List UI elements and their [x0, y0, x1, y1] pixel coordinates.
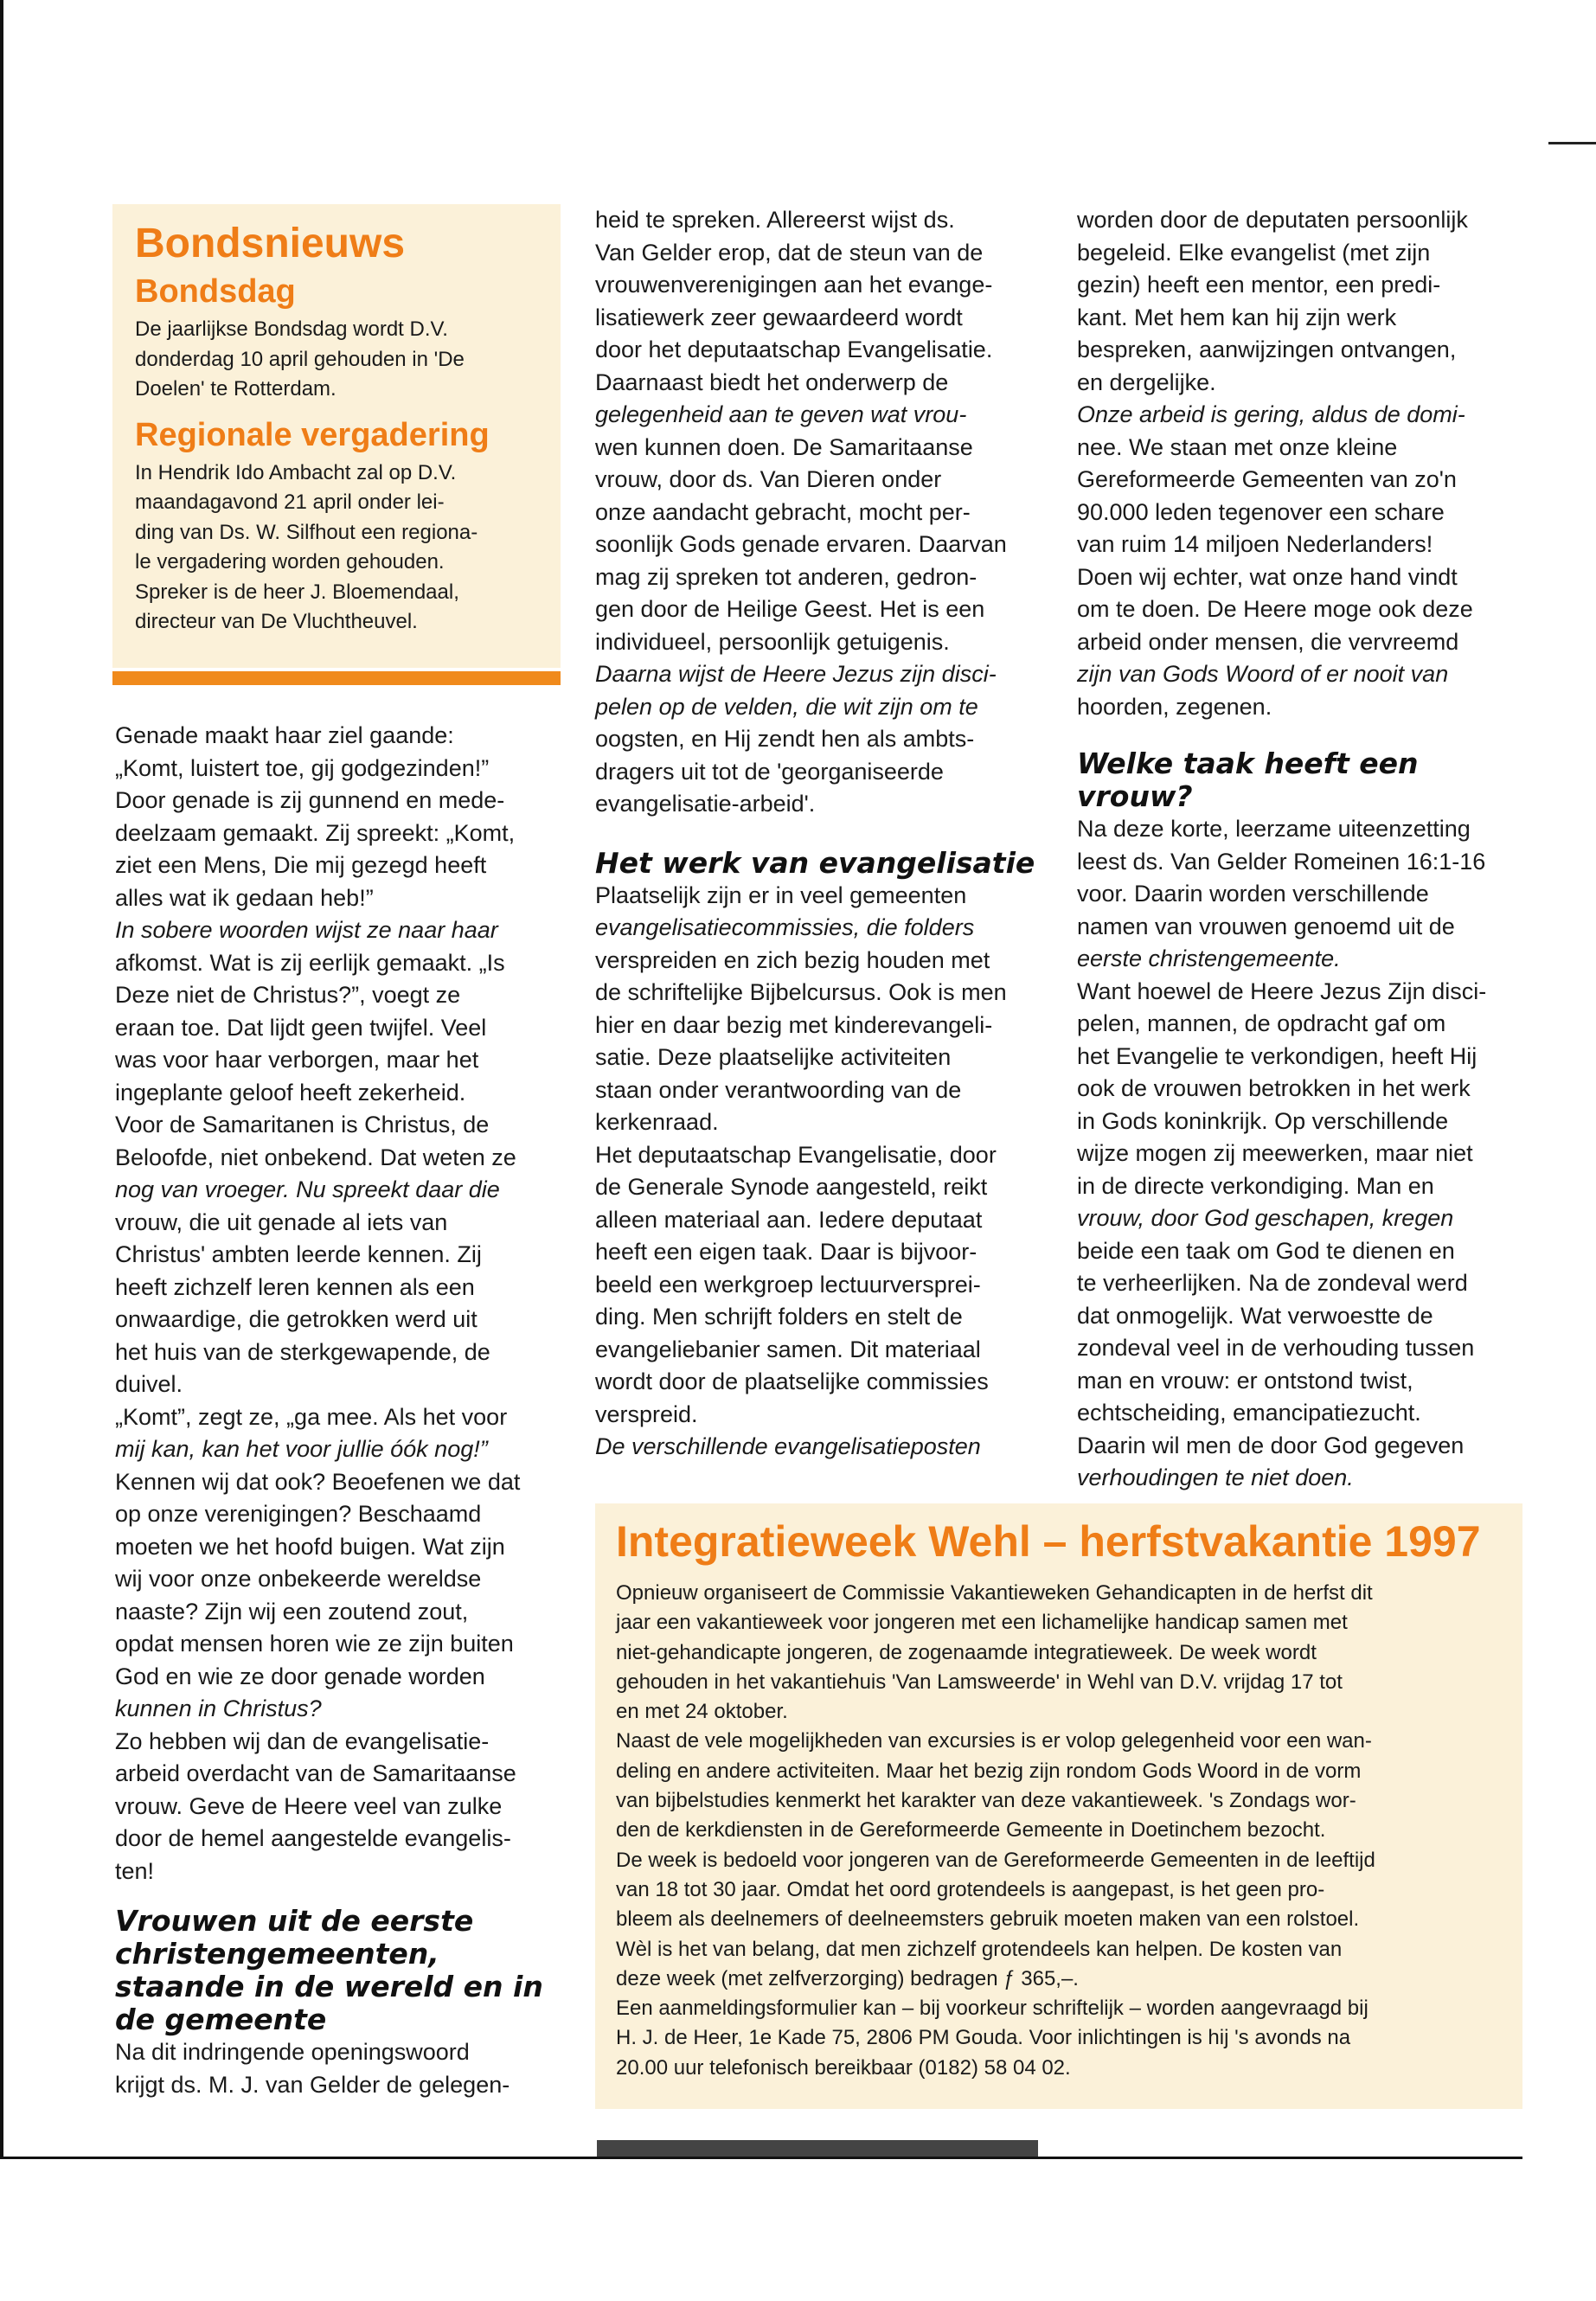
text-line: Genade maakt haar ziel gaande: [115, 722, 454, 748]
text-line: ook de vrouwen betrokken in het werk [1077, 1075, 1471, 1101]
text-line: evangeliebanier samen. Dit materiaal [595, 1336, 981, 1362]
heading-line: christengemeenten, [115, 1937, 439, 1971]
text-line: te verheerlijken. Na de zondeval werd [1077, 1270, 1468, 1296]
text-line: dragers uit tot de 'georganiseerde [595, 758, 944, 785]
text-line: van 18 tot 30 jaar. Omdat het oord grotendeels is aangepast, is het geen pro- [616, 1877, 1325, 1901]
text-line: begeleid. Elke evangelist (met zijn [1077, 239, 1431, 266]
text-line: heeft een eigen taak. Daar is bijvoor- [595, 1239, 977, 1265]
text-line: nog van vroeger. Nu spreekt daar die [115, 1176, 500, 1202]
column-2-body [595, 204, 1045, 821]
text-line: de Generale Synode aangesteld, reikt [595, 1174, 988, 1200]
text-line: Beloofde, niet onbekend. Dat weten ze [115, 1144, 516, 1170]
text-line: het Evangelie te verkondigen, heeft Hij [1077, 1042, 1477, 1069]
text-line: directeur van De Vluchtheuvel. [135, 610, 418, 633]
text-line: In Hendrik Ido Ambacht zal op D.V. [135, 460, 457, 484]
text-line: heeft zichzelf leren kennen als een [115, 1273, 475, 1300]
text-line: man en vrouw: er ontstond twist, [1077, 1367, 1413, 1394]
text-line: jaar een vakantieweek voor jongeren met een lichamelijke handicap samen met [616, 1611, 1348, 1635]
text-line: in Gods koninkrijk. Op verschillende [1077, 1107, 1449, 1134]
column-1-body [115, 720, 565, 1888]
column-1-heading [115, 1905, 565, 2036]
text-line: le vergadering worden gehouden. [135, 550, 445, 574]
text-line: De week is bedoeld voor jongeren van de Gereformeerde Gemeenten in de leeftijd [616, 1848, 1375, 1872]
text-line: vrouw, door God geschapen, kregen [1077, 1205, 1454, 1231]
text-line: verspreiden en zich bezig houden met [595, 946, 990, 973]
text-line: dat onmogelijk. Wat verwoestte de [1077, 1302, 1433, 1329]
text-line: wen kunnen doen. De Samaritaanse [595, 433, 973, 460]
text-line: Van Gelder erop, dat de steun van de [595, 239, 984, 266]
text-line: duivel. [115, 1371, 183, 1397]
text-line: eerste christengemeente. [1077, 945, 1341, 971]
text-line: de schriftelijke Bijbelcursus. Ook is men [595, 979, 1007, 1005]
text-line: ingeplante geloof heeft zekerheid. [115, 1079, 466, 1106]
column-3 [1077, 204, 1527, 1495]
text-line: Kennen wij dat ook? Beoefenen we dat [115, 1468, 521, 1495]
top-rule [1548, 142, 1596, 144]
text-line: vrouw, die uit genade al iets van [115, 1208, 448, 1235]
column-1-after [115, 2036, 565, 2101]
text-line: Wèl is het van belang, dat men zichzelf grotendeels kan helpen. De kosten van [616, 1937, 1343, 1961]
text-line: arbeid onder mensen, die vervreemd [1077, 628, 1459, 655]
text-line: Naast de vele mogelijkheden van excursies is er volop gelegenheid voor een wan- [616, 1729, 1372, 1753]
text-line: „Komt, luistert toe, gij godgezinden!” [115, 754, 490, 781]
text-line: hoorden, zegenen. [1077, 693, 1272, 720]
text-line: Christus' ambten leerde kennen. Zij [115, 1241, 482, 1267]
text-line: evangelisatie-arbeid'. [595, 791, 816, 817]
text-line: van bijbelstudies kenmerkt het karakter van deze vakantieweek. 's Zondags wor- [616, 1789, 1356, 1813]
heading-line: Vrouwen uit de eerste [115, 1904, 474, 1938]
text-line: satie. Deze plaatselijke activiteiten [595, 1044, 952, 1070]
text-line: kant. Met hem kan hij zijn werk [1077, 304, 1397, 330]
text-line: leest ds. Van Gelder Romeinen 16:1-16 [1077, 848, 1486, 875]
text-line: onze aandacht gebracht, mocht per- [595, 498, 971, 525]
text-line: wij voor onze onbekeerde wereldse [115, 1566, 482, 1592]
text-line: Onze arbeid is gering, aldus de domi- [1077, 401, 1465, 427]
text-line: vrouwenverenigingen aan het evange- [595, 272, 993, 298]
text-line: afkomst. Wat is zij eerlijk gemaakt. „Is [115, 949, 505, 976]
heading-line: staande in de wereld en in [115, 1970, 543, 2003]
text-line: Want hoewel de Heere Jezus Zijn disci- [1077, 977, 1487, 1004]
text-line: Doelen' te Rotterdam. [135, 377, 337, 401]
text-line: mag zij spreken tot anderen, gedron- [595, 563, 977, 590]
bondsdag-text [135, 315, 550, 405]
text-line: deelzaam gemaakt. Zij spreekt: „Komt, [115, 819, 516, 846]
text-line: Voor de Samaritanen is Christus, de [115, 1112, 490, 1138]
text-line: Opnieuw organiseert de Commissie Vakantieweken Gehandicapten in de herfst dit [616, 1581, 1373, 1605]
text-line: De jaarlijkse Bondsdag wordt D.V. [135, 317, 448, 341]
text-line: om te doen. De Heere moge ook deze [1077, 596, 1473, 622]
text-line: en dergelijke. [1077, 369, 1216, 395]
page-edge [0, 0, 3, 2158]
text-line: beeld een werkgroep lectuurversprei- [595, 1271, 981, 1298]
text-line: niet-gehandicapte jongeren, de zogenaamde integratieweek. De week wordt [616, 1640, 1317, 1664]
text-line: krijgt ds. M. J. van Gelder de gelegen- [115, 2071, 510, 2098]
text-line: beide een taak om God te dienen en [1077, 1237, 1455, 1264]
bondsnieuws-divider [112, 671, 561, 685]
text-line: was voor haar verborgen, maar het [115, 1047, 479, 1073]
text-line: ding. Men schrijft folders en stelt de [595, 1304, 963, 1330]
text-line: door het deputaatschap Evangelisatie. [595, 336, 993, 362]
text-line: 20.00 uur telefonisch bereikbaar (0182) 58 04 02. [616, 2055, 1071, 2080]
text-line: verspreid. [595, 1400, 698, 1427]
text-line: H. J. de Heer, 1e Kade 75, 2806 PM Gouda. Voor inlichtingen is hij 's avonds na [616, 2026, 1351, 2050]
text-line: van ruim 14 miljoen Nederlanders! [1077, 531, 1433, 557]
text-line: evangelisatiecommissies, die folders [595, 914, 975, 940]
text-line: Het deputaatschap Evangelisatie, door [595, 1141, 997, 1168]
column-3-heading: Welke taak heeft een vrouw? [1077, 747, 1419, 813]
text-line: kerkenraad. [595, 1109, 719, 1135]
integratieweek-text [616, 1579, 1516, 2083]
text-line: bleem als deelnemers of deelneemsters gebruik moeten maken van een rolstoel. [616, 1907, 1360, 1932]
column-3-body [1077, 204, 1527, 723]
text-line: gelegenheid aan te geven wat vrou- [595, 401, 967, 427]
text-line: het huis van de sterkgewapende, de [115, 1338, 490, 1365]
text-line: De verschillende evangelisatieposten [595, 1433, 981, 1459]
regionale-text [135, 458, 550, 638]
text-line: maandagavond 21 april onder lei- [135, 490, 445, 514]
text-line: hier en daar bezig met kinderevangeli- [595, 1011, 993, 1038]
text-line: Daarin wil men de door God gegeven [1077, 1432, 1465, 1458]
text-line: Plaatselijk zijn er in veel gemeenten [595, 881, 967, 908]
text-line: naaste? Zijn wij een zoutend zout, [115, 1598, 469, 1625]
text-line: Deze niet de Christus?”, voegt ze [115, 982, 461, 1008]
text-line: deling en andere activiteiten. Maar het bezig zijn rondom Gods Woord in de vorm [616, 1759, 1362, 1783]
text-line: Na dit indringende openingswoord [115, 2039, 470, 2065]
text-line: deze week (met zelfverzorging) bedragen ƒ 365,–. [616, 1966, 1079, 1990]
text-line: heid te spreken. Allereerst wijst ds. [595, 207, 955, 233]
text-line: Door genade is zij gunnend en mede- [115, 787, 505, 813]
text-line: Daarna wijst de Heere Jezus zijn disci- [595, 661, 997, 687]
bondsnieuws-title: Bondsnieuws [135, 221, 406, 266]
text-line: zijn van Gods Woord of er nooit van [1077, 661, 1449, 687]
text-line: ten! [115, 1857, 155, 1884]
text-line: opdat mensen horen wie ze zijn buiten [115, 1631, 514, 1657]
regionale-heading: Regionale vergadering [135, 416, 490, 453]
text-line: individueel, persoonlijk getuigenis. [595, 628, 950, 655]
bottom-rule [0, 2157, 1522, 2159]
text-line: kunnen in Christus? [115, 1695, 322, 1721]
column-2-after [595, 880, 1045, 1464]
text-line: en met 24 oktober. [616, 1700, 788, 1724]
heading-line: de gemeente [115, 2003, 327, 2036]
text-line: wordt door de plaatselijke commissies [595, 1368, 989, 1394]
text-line: echtscheiding, emancipatiezucht. [1077, 1400, 1421, 1426]
column-1 [115, 720, 565, 2101]
text-line: vrouw. Geve de Heere veel van zulke [115, 1792, 503, 1819]
text-line: Gereformeerde Gemeenten van zo'n [1077, 466, 1457, 492]
text-line: gezin) heeft een mentor, een predi- [1077, 272, 1441, 298]
text-line: Doen wij echter, wat onze hand vindt [1077, 563, 1458, 590]
text-line: gehouden in het vakantiehuis 'Van Lamsweerde' in Wehl van D.V. vrijdag 17 tot [616, 1670, 1343, 1694]
text-line: In sobere woorden wijst ze naar haar [115, 917, 498, 943]
bondsnieuws-box [112, 204, 561, 668]
text-line: verhoudingen te niet doen. [1077, 1465, 1354, 1490]
column-2 [595, 204, 1045, 1464]
integratieweek-title: Integratieweek Wehl – herfstvakantie 1997 [616, 1517, 1481, 1566]
text-line: donderdag 10 april gehouden in 'De [135, 347, 465, 371]
bondsdag-heading: Bondsdag [135, 273, 296, 310]
text-line: mij kan, kan het voor jullie óók nog!” [115, 1436, 488, 1462]
text-line: moeten we het hoofd buigen. Wat zijn [115, 1533, 505, 1560]
text-line: worden door de deputaten persoonlijk [1077, 207, 1468, 233]
text-line: Een aanmeldingsformulier kan – bij voorkeur schriftelijk – worden aangevraagd bij [616, 1997, 1368, 2021]
text-line: zondeval veel in de verhouding tussen [1077, 1335, 1475, 1361]
text-line: ziet een Mens, Die mij gezegd heeft [115, 852, 487, 878]
text-line: pelen, mannen, de opdracht gaf om [1077, 1010, 1446, 1036]
text-line: nee. We staan met onze kleine [1077, 433, 1398, 460]
text-line: lisatiewerk zeer gewaardeerd wordt [595, 304, 963, 330]
text-line: voor. Daarin worden verschillende [1077, 881, 1429, 907]
column-3-after [1077, 813, 1527, 1495]
text-line: soonlijk Gods genade ervaren. Daarvan [595, 531, 1007, 557]
text-line: door de hemel aangestelde evangelis- [115, 1825, 511, 1851]
text-line: bespreken, aanwijzingen ontvangen, [1077, 336, 1457, 362]
text-line: „Komt”, zegt ze, „ga mee. Als het voor [115, 1403, 508, 1430]
text-line: onwaardige, die getrokken werd uit [115, 1306, 478, 1332]
text-line: Daarnaast biedt het onderwerp de [595, 369, 949, 395]
text-line: namen van vrouwen genoemd uit de [1077, 913, 1455, 939]
text-line: wijze mogen zij meewerken, maar niet [1077, 1140, 1473, 1166]
text-line: op onze verenigingen? Beschaamd [115, 1501, 482, 1527]
text-line: alleen materiaal aan. Iedere deputaat [595, 1206, 983, 1233]
text-line: Spreker is de heer J. Bloemendaal, [135, 580, 459, 604]
text-line: oogsten, en Hij zendt hen als ambts- [595, 726, 975, 752]
text-line: den de kerkdiensten in de Gereformeerde Gemeente in Doetinchem bezocht. [616, 1818, 1326, 1843]
column-2-heading: Het werk van evangelisatie [595, 845, 1035, 880]
text-line: arbeid overdacht van de Samaritaanse [115, 1760, 516, 1786]
text-line: ding van Ds. W. Silfhout een regiona- [135, 520, 478, 544]
text-line: staan onder verantwoording van de [595, 1076, 962, 1103]
text-line: pelen op de velden, die wit zijn om te [595, 693, 978, 720]
text-line: gen door de Heilige Geest. Het is een [595, 596, 985, 622]
text-line: vrouw, door ds. Van Dieren onder [595, 466, 942, 492]
text-line: alles wat ik gedaan heb!” [115, 884, 374, 911]
text-line: 90.000 leden tegenover een schare [1077, 498, 1445, 525]
text-line: Na deze korte, leerzame uiteenzetting [1077, 816, 1471, 842]
text-line: eraan toe. Dat lijdt geen twijfel. Veel [115, 1014, 487, 1041]
text-line: Zo hebben wij dan de evangelisatie- [115, 1727, 490, 1754]
text-line: God en wie ze door genade worden [115, 1663, 485, 1689]
text-line: in de directe verkondiging. Man en [1077, 1172, 1434, 1199]
